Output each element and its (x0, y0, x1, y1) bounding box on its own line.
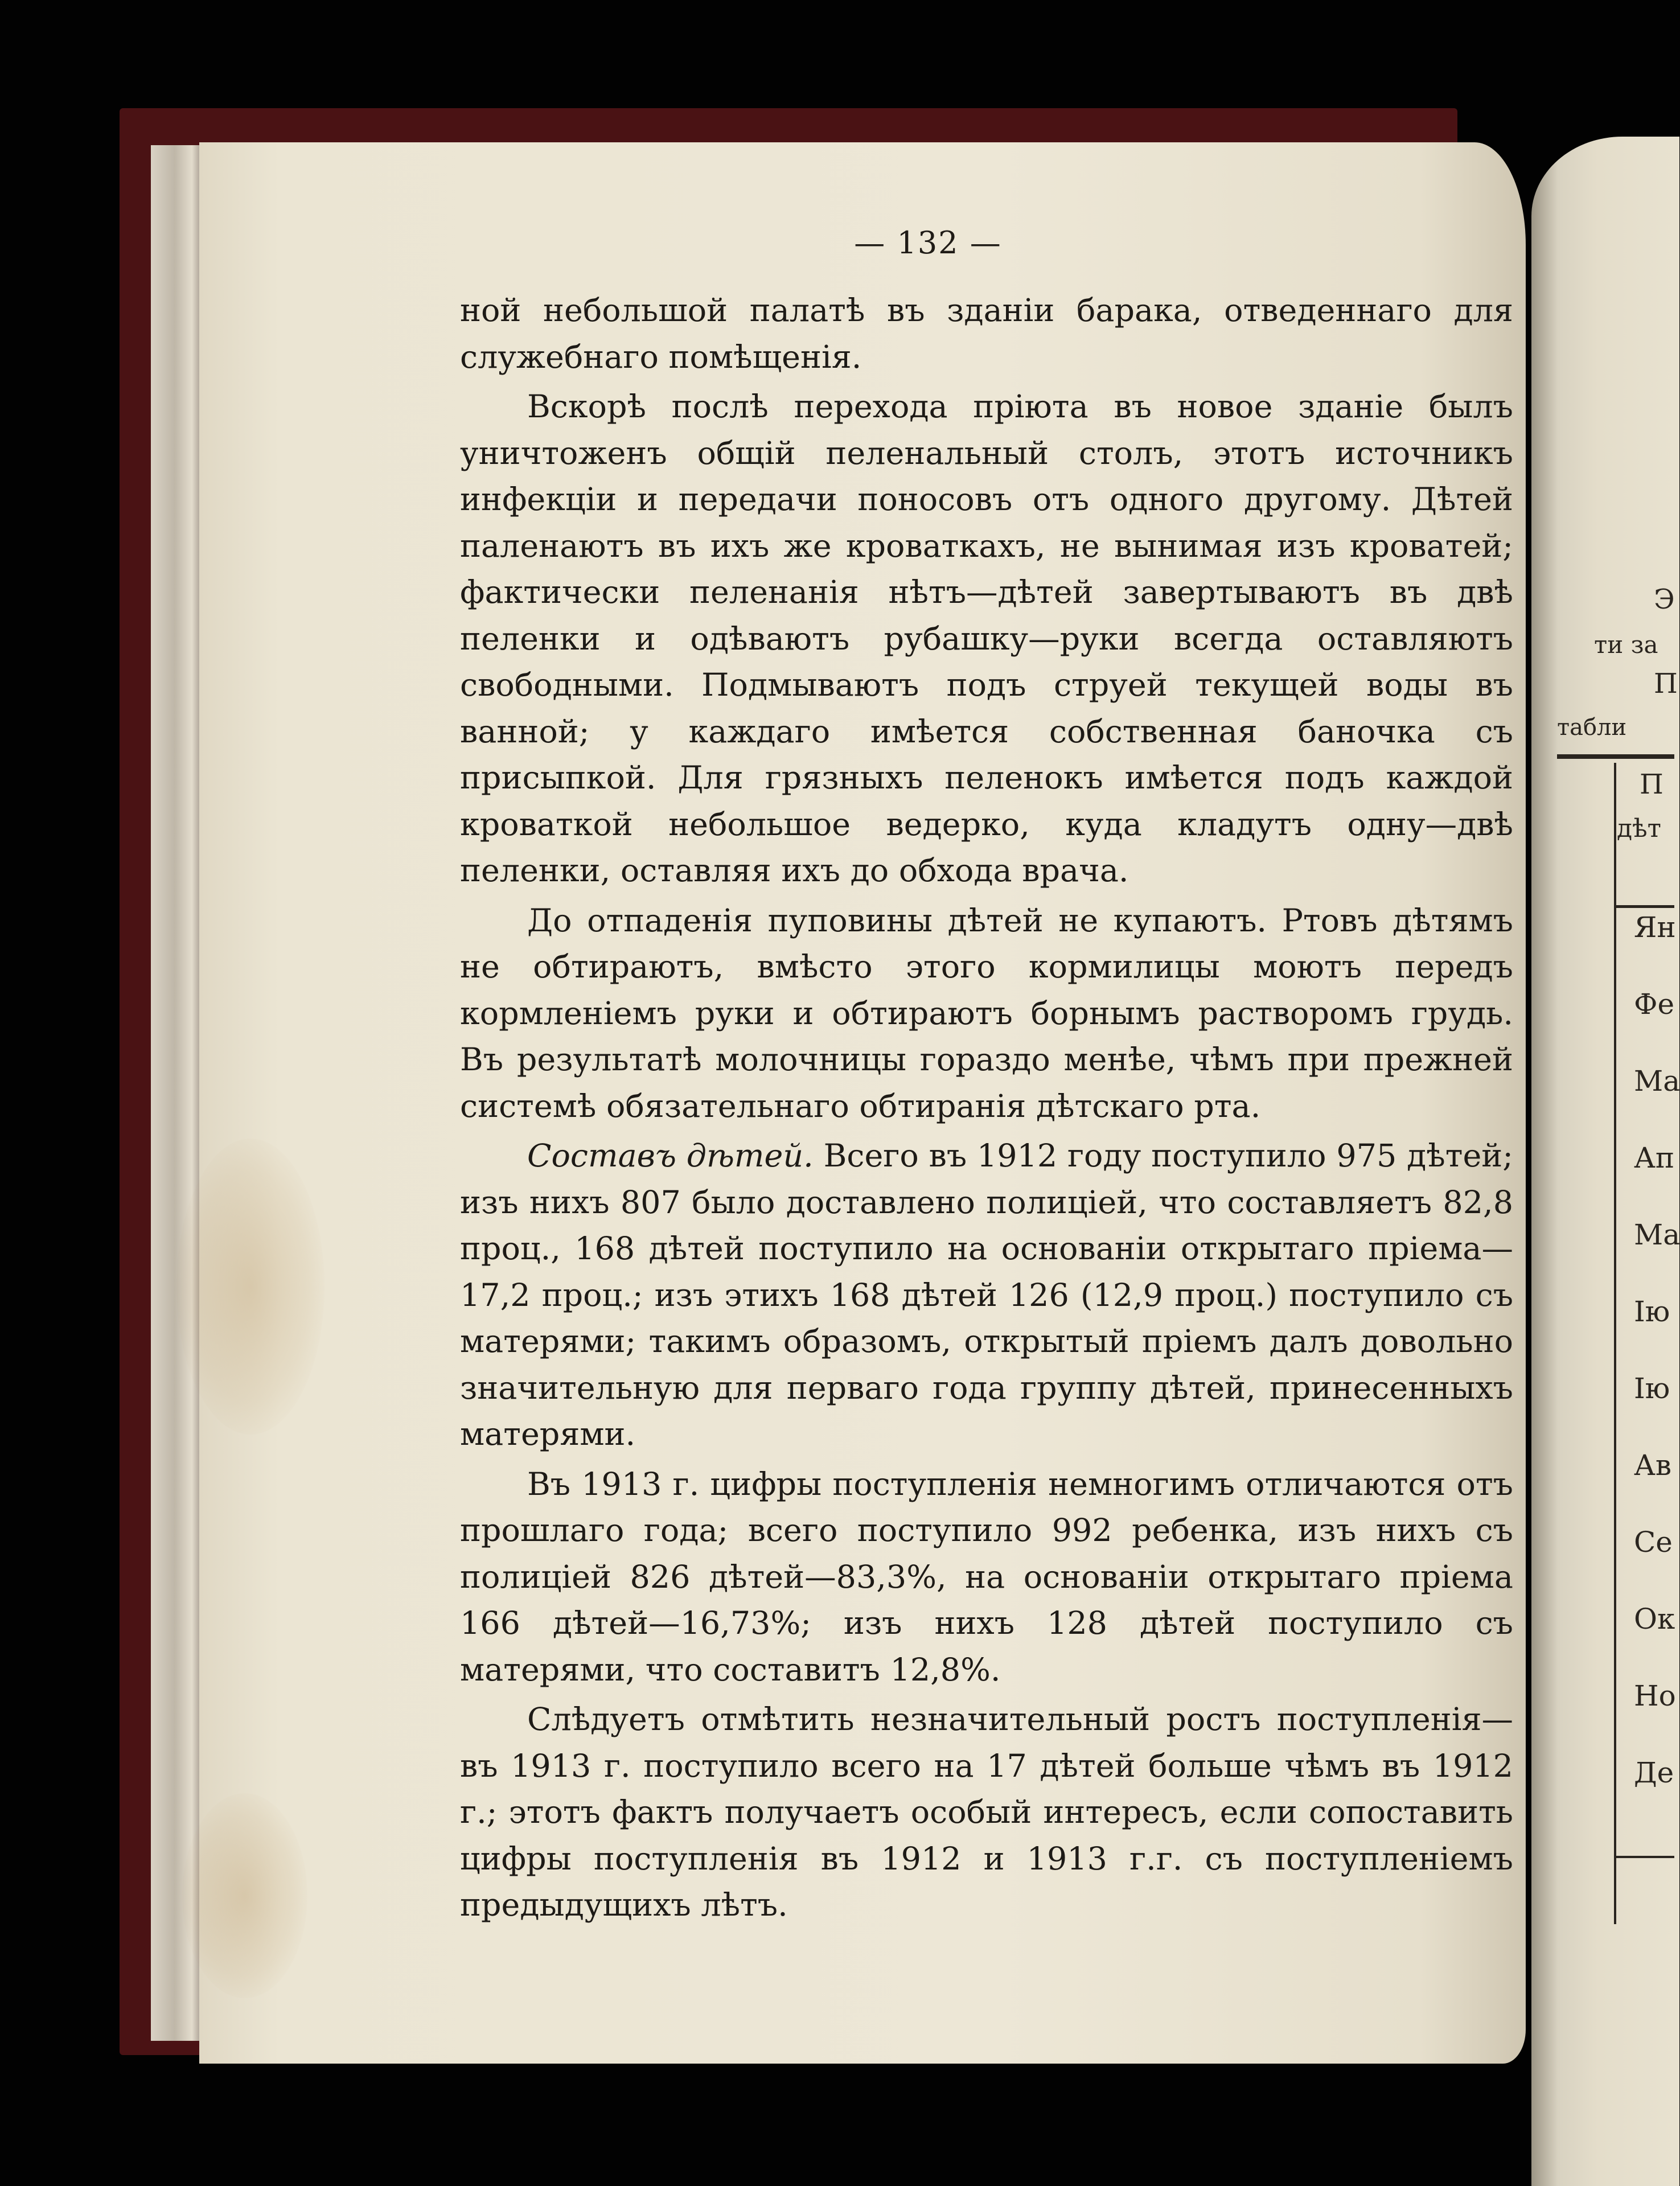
month-label: Ок (1634, 1602, 1675, 1636)
right-page-text-fragment: Э (1654, 584, 1675, 615)
month-label: Ма (1634, 1065, 1680, 1098)
right-page-text-fragment: ти за (1594, 631, 1658, 659)
table-header-cell: дѣт (1617, 814, 1661, 843)
paragraph: ной небольшой палатѣ въ зданіи барака, отведеннаго для служебнаго помѣщенія. (460, 292, 1513, 376)
paragraph: До отпаденія пуповины дѣтей не купаютъ. Ртовъ дѣтямъ не обтираютъ, вмѣсто этого кормилицы моютъ передъ кормленіемъ руки и обтираютъ борнымъ растворомъ грудь. Въ результатѣ молочницы гораздо менѣе, чѣмъ при прежней системѣ обязательнаго обтиранія дѣтскаго рта. (460, 902, 1513, 1125)
paragraph: Вскорѣ послѣ перехода пріюта въ новое зданіе былъ уничтоженъ общій пеленальный столъ, этотъ источникъ инфекціи и передачи поносовъ отъ одного другому. Дѣтей паленаютъ въ ихъ же кроваткахъ, не вынимая изъ кроватей; фактически пеленанія нѣтъ—дѣтей завертываютъ въ двѣ пеленки и одѣваютъ рубашку—руки всегда оставляютъ свободными. Подмываютъ подъ струей текущей воды въ ванной; у каждаго имѣется собственная баночка съ присыпкой. Для грязныхъ пеленокъ имѣется подъ каждой кроваткой небольшое ведерко, куда кладутъ одну—двѣ пеленки, оставляя ихъ до обхода врача. (460, 388, 1513, 889)
table-header-rule (1614, 905, 1674, 908)
water-stain (176, 1139, 325, 1435)
month-label: Ію (1634, 1295, 1670, 1328)
month-label: Ав (1634, 1449, 1672, 1482)
table-header-cell: П (1640, 769, 1663, 800)
month-label: Но (1634, 1679, 1676, 1712)
month-label: Се (1634, 1526, 1673, 1559)
page-number: — 132 — (854, 225, 1002, 261)
body-text (460, 287, 1513, 1932)
month-label: Ап (1634, 1141, 1675, 1174)
month-label: Ію (1634, 1372, 1670, 1405)
paragraph: Въ 1913 г. цифры поступленія немногимъ отличаются отъ прошлаго года; всего поступило 992 ребенка, изъ нихъ съ полиціей 826 дѣтей—83,3%, на основаніи открытаго пріема 166 дѣтей—16,73%; изъ нихъ 128 дѣтей поступило съ матерями, что составитъ 12,8%. (460, 1465, 1513, 1688)
month-label: Де (1634, 1756, 1674, 1789)
paragraph: Составъ дѣтей. Всего въ 1912 году поступило 975 дѣтей; изъ нихъ 807 было доставлено полиціей, что составляетъ 82,8 проц., 168 дѣтей поступило на основаніи открытаго пріема—17,2 проц.; изъ этихъ 168 дѣтей 126 (12,9 проц.) поступило съ матерями; такимъ образомъ, открытый пріемъ далъ довольно значительную для перваго года группу дѣтей, принесенныхъ матерями. (460, 1137, 1513, 1453)
month-label: Ма (1634, 1218, 1680, 1251)
table-vertical-rule (1614, 763, 1616, 1924)
month-label: Ян (1634, 911, 1676, 944)
month-label: Фе (1634, 988, 1675, 1021)
right-page-text-fragment: П (1654, 668, 1678, 700)
table-bottom-rule (1614, 1856, 1674, 1858)
water-stain (182, 1793, 307, 1998)
paragraph: Слѣдуетъ отмѣтить незначительный ростъ поступленія—въ 1913 г. поступило всего на 17 дѣтей больше чѣмъ въ 1912 г.; этотъ фактъ получаетъ особый интересъ, если сопоставить цифры поступленія въ 1912 и 1913 г.г. съ поступленіемъ предыдущихъ лѣтъ. (460, 1701, 1513, 1924)
section-heading: Составъ дѣтей. (527, 1137, 814, 1174)
right-page-text-fragment: табли (1557, 714, 1627, 741)
table-top-rule (1557, 754, 1674, 759)
